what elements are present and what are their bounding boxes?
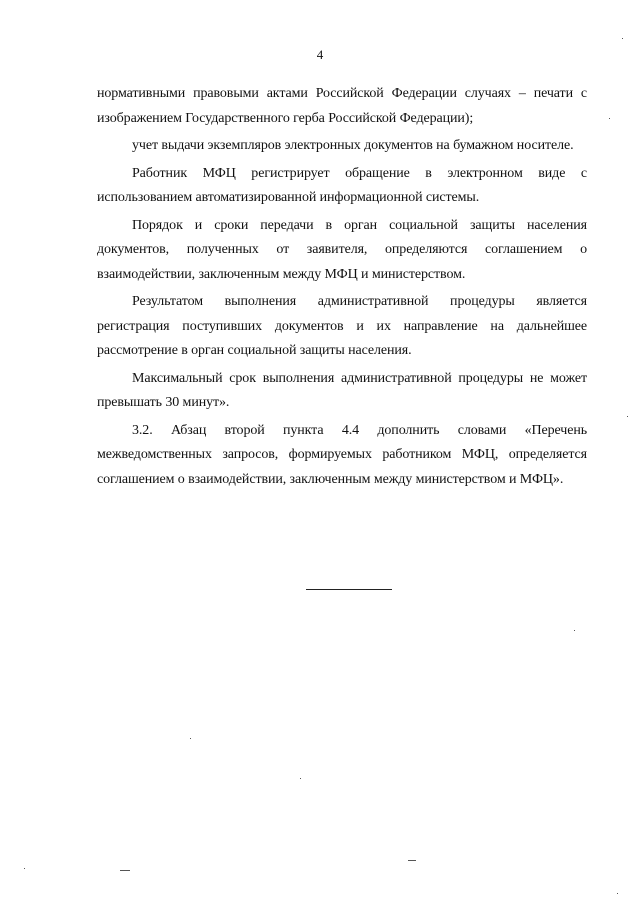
scan-speck bbox=[609, 118, 610, 119]
scan-speck bbox=[617, 893, 618, 894]
paragraph-4: Порядок и сроки передачи в орган социальной защиты населения документов, полученных от заявителя, определяются соглашением о взаимодействии, заключенным между МФЦ и министерством. bbox=[97, 217, 587, 282]
scan-speck bbox=[300, 778, 301, 779]
paragraph-7: 3.2. Абзац второй пункта 4.4 дополнить словами «Перечень межведомственных запросов, формируемых работником МФЦ, определяется соглашением о взаимодействии, заключенным между министерством и МФЦ». bbox=[97, 422, 587, 487]
paragraph-6: Максимальный срок выполнения административной процедуры не может превышать 30 минут». bbox=[97, 370, 587, 410]
scan-speck bbox=[622, 38, 623, 39]
scan-speck bbox=[408, 860, 416, 861]
scan-speck bbox=[627, 416, 628, 417]
scan-speck bbox=[574, 630, 575, 631]
paragraph-2: учет выдачи экземпляров электронных документов на бумажном носителе. bbox=[132, 138, 574, 153]
paragraph-3: Работник МФЦ регистрирует обращение в электронном виде с использованием автоматизированной информационной системы. bbox=[97, 165, 587, 205]
page-number: 4 bbox=[316, 47, 324, 62]
scan-speck bbox=[190, 738, 191, 739]
scan-speck bbox=[24, 868, 25, 869]
end-of-text-divider bbox=[306, 589, 392, 590]
paragraph-1: нормативными правовыми актами Российской Федерации случаях – печати с изображением Государственного герба Российской Федерации); bbox=[97, 86, 587, 126]
document-body bbox=[97, 82, 587, 492]
scan-speck bbox=[120, 870, 130, 871]
paragraph-5: Результатом выполнения административной процедуры является регистрация поступивших документов и их направление на дальнейшее рассмотрение в орган социальной защиты населения. bbox=[97, 294, 587, 358]
